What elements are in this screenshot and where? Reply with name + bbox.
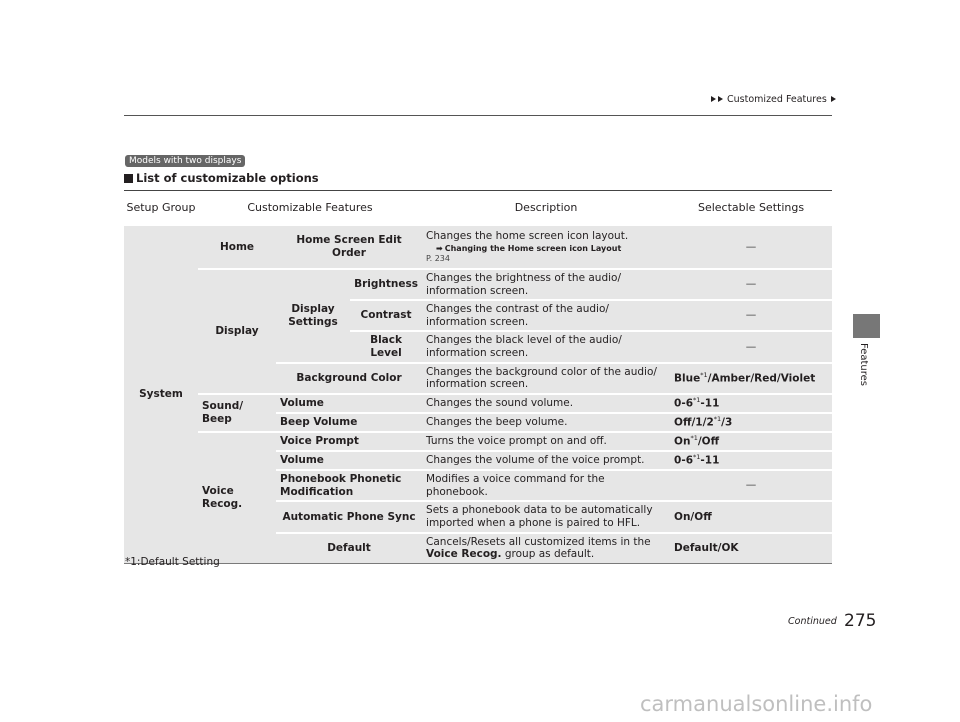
description-cell: Cancels/Resets all customized items in the Voice Recog. group as default. — [422, 533, 670, 564]
feature-cell: Voice Prompt — [276, 432, 422, 451]
table-row — [124, 432, 832, 451]
section-title: List of customizable options — [124, 171, 319, 185]
feature-cell: Default — [276, 533, 422, 564]
cross-reference: ➡ Changing the Home screen icon Layout — [436, 243, 622, 253]
description-cell: Modifies a voice command for the phonebook. — [422, 470, 670, 501]
triangle-icon — [711, 96, 716, 102]
header-feature: Customizable Features — [198, 191, 422, 226]
group-system: System — [124, 225, 198, 564]
watermark: carmanualsonline.info — [640, 692, 873, 716]
setting-cell: Default/OK — [670, 533, 832, 564]
side-tab-marker — [853, 314, 880, 338]
header-description: Description — [422, 191, 670, 226]
setting-cell: — — [670, 470, 832, 501]
feature-cell: Background Color — [276, 363, 422, 394]
description-cell: Changes the beep volume. — [422, 413, 670, 432]
setting-cell: On/Off — [670, 501, 832, 532]
footnote: *1:Default Setting — [125, 556, 220, 568]
feature-cell: Volume — [276, 451, 422, 470]
breadcrumb — [710, 94, 837, 105]
description-cell: Changes the home screen icon layout. ➡ Changing the Home screen icon Layout P. 234 — [422, 225, 670, 269]
customizable-options-table — [124, 190, 832, 564]
description-cell: Changes the volume of the voice prompt. — [422, 451, 670, 470]
setting-cell: On$^{*1}$/Off — [670, 432, 832, 451]
feature-cell: Automatic Phone Sync — [276, 501, 422, 532]
setting-cell: — — [670, 331, 832, 362]
model-badge: Models with two displays — [125, 155, 245, 167]
table-row — [124, 225, 832, 269]
feature-cell: Phonebook Phonetic Modification — [276, 470, 422, 501]
description-cell: Sets a phonebook data to be automatically imported when a phone is paired to HFL. — [422, 501, 670, 532]
sub-display: Display — [198, 269, 276, 394]
continued-label: Continued — [788, 616, 837, 627]
table-header-row — [124, 191, 832, 226]
feature-cell: Home Screen Edit Order — [276, 225, 422, 269]
side-tab-label: Features — [858, 343, 869, 386]
feature-cell: Black Level — [350, 331, 422, 362]
description-cell: Changes the background color of the audio/ information screen. — [422, 363, 670, 394]
header-rule — [124, 115, 832, 116]
feature-cell: Brightness — [350, 269, 422, 300]
sub-sound-beep: Sound/ Beep — [198, 394, 276, 432]
triangle-icon — [718, 96, 723, 102]
feature-cell: Contrast — [350, 300, 422, 331]
header-group: Setup Group — [124, 191, 198, 226]
setting-cell: Off/1/2$^{*1}$/3 — [670, 413, 832, 432]
table-row — [124, 269, 832, 300]
page-number: 275 — [844, 611, 877, 631]
feature-cell: Volume — [276, 394, 422, 413]
triangle-icon — [831, 96, 836, 102]
breadcrumb-label: Customized Features — [727, 94, 827, 105]
description-cell: Changes the sound volume. — [422, 394, 670, 413]
square-bullet-icon — [124, 174, 133, 183]
description-cell: Changes the brightness of the audio/ information screen. — [422, 269, 670, 300]
setting-cell: — — [670, 225, 832, 269]
reference-arrow-icon: ➡ — [436, 243, 443, 253]
setting-cell: 0-6$^{*1}$-11 — [670, 394, 832, 413]
table-row — [124, 394, 832, 413]
display-settings: Display Settings — [276, 269, 350, 363]
setting-cell: 0-6$^{*1}$-11 — [670, 451, 832, 470]
setting-cell: — — [670, 300, 832, 331]
feature-cell: Beep Volume — [276, 413, 422, 432]
sub-home: Home — [198, 225, 276, 269]
reference-page: P. 234 — [426, 254, 450, 264]
sub-voice-recog: Voice Recog. — [198, 432, 276, 564]
setting-cell: — — [670, 269, 832, 300]
header-settings: Selectable Settings — [670, 191, 832, 226]
description-cell: Changes the black level of the audio/ information screen. — [422, 331, 670, 362]
description-cell: Changes the contrast of the audio/ information screen. — [422, 300, 670, 331]
setting-cell: Blue$^{*1}$/Amber/Red/Violet — [670, 363, 832, 394]
description-cell: Turns the voice prompt on and off. — [422, 432, 670, 451]
